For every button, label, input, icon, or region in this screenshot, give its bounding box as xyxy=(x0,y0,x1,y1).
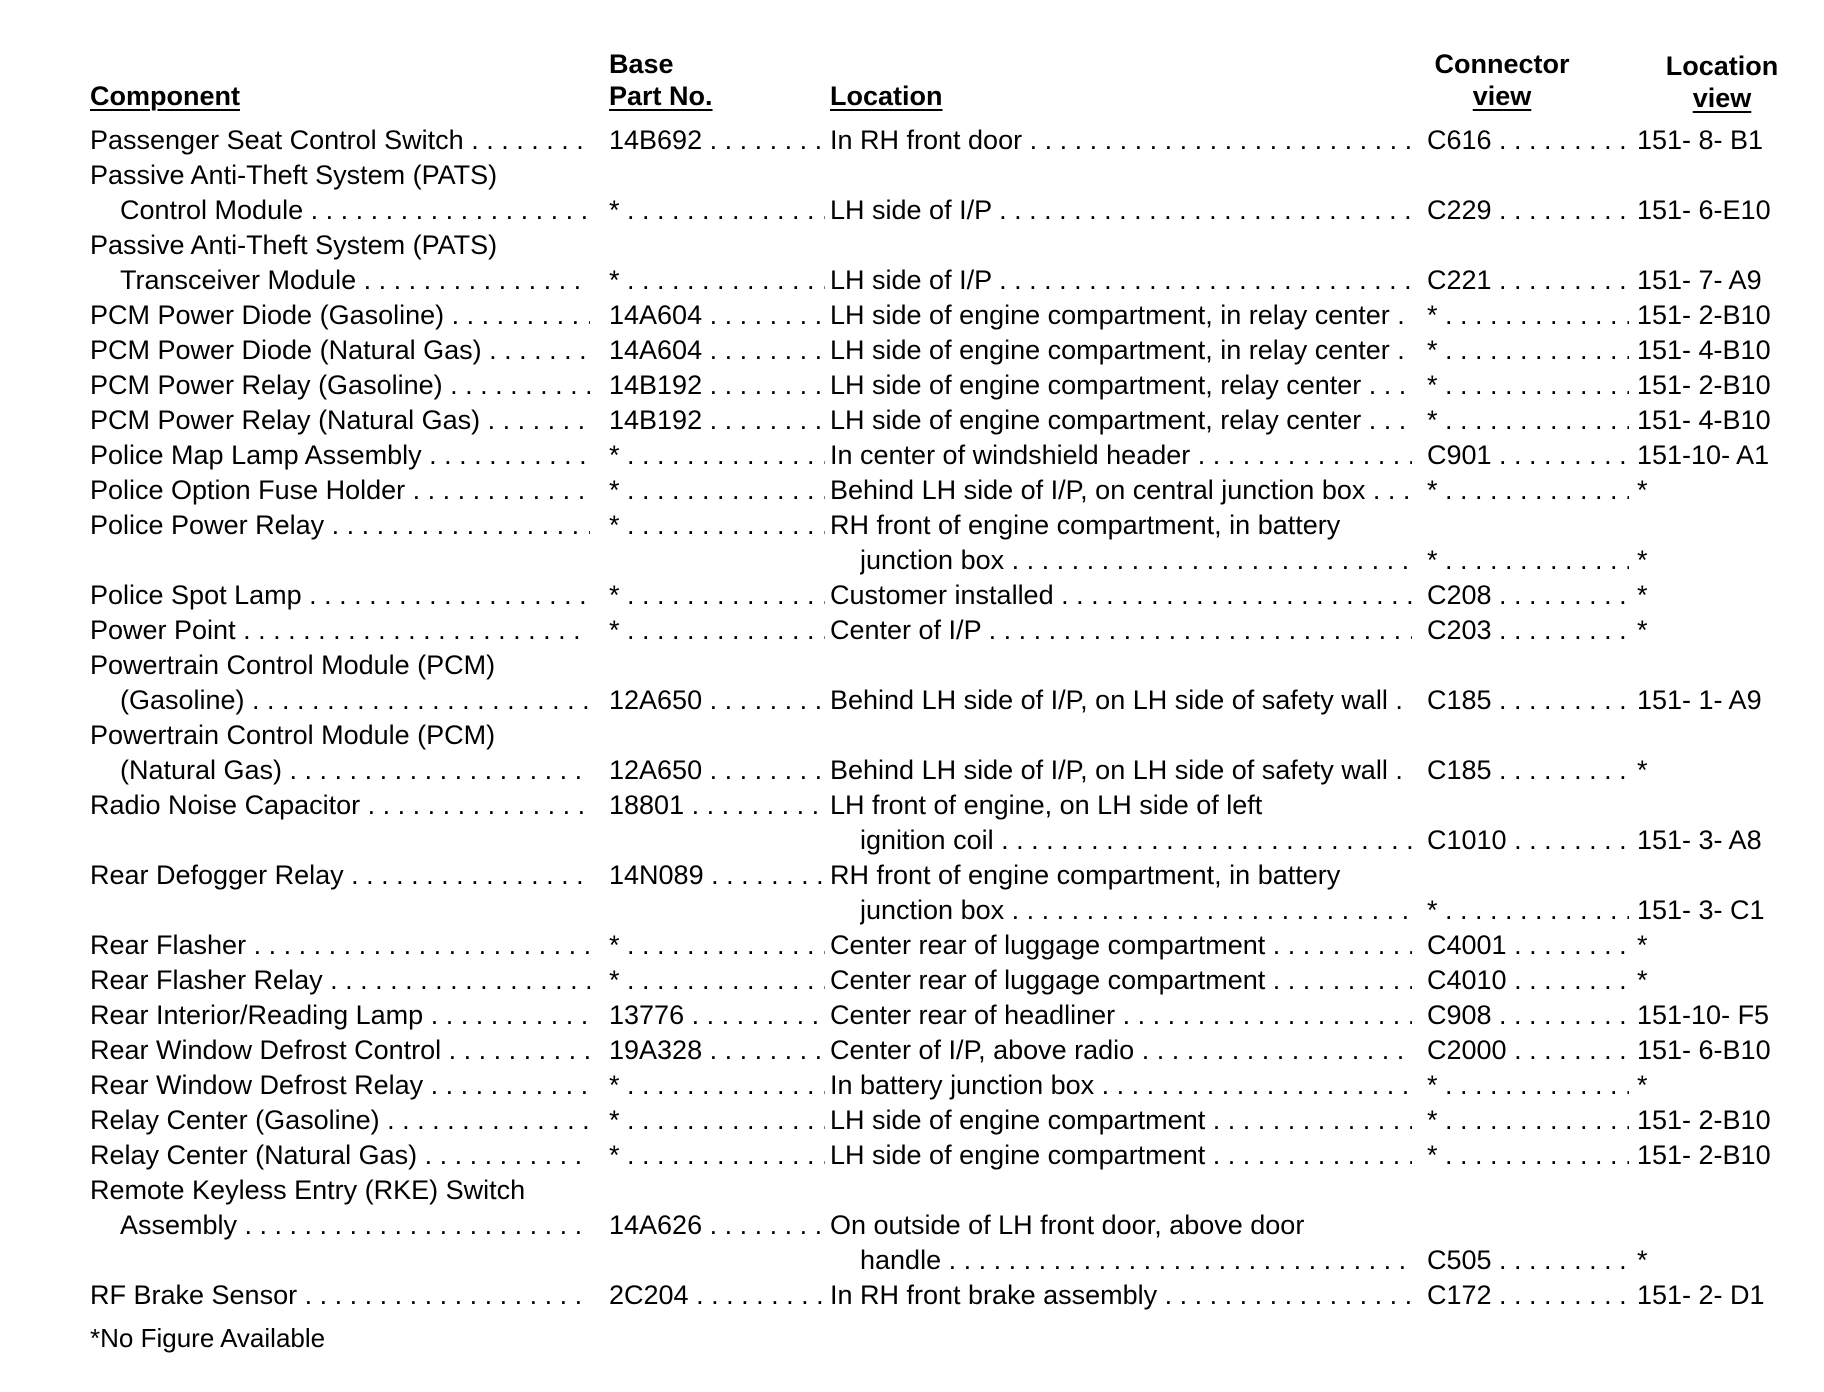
part-text: 14B692 . . . xyxy=(609,125,825,155)
connector-text: * . . . xyxy=(1427,1070,1629,1100)
cell-connector xyxy=(1427,403,1629,438)
location-text: LH side of engine compartment . . . xyxy=(830,1140,1412,1170)
locview-text: * xyxy=(1637,580,1648,610)
cell-component xyxy=(90,403,590,438)
locview-text: 151- 2-B10 xyxy=(1637,300,1771,330)
cell-locview xyxy=(1637,1068,1797,1103)
cell-location xyxy=(830,368,1412,403)
location-text: On outside of LH front door, above door xyxy=(830,1210,1305,1240)
location-text: Behind LH side of I/P, on LH side of safety wall . . . xyxy=(830,755,1412,785)
header-component xyxy=(90,80,240,112)
part-text: 2C204 . . . xyxy=(609,1280,825,1310)
connector-text: C1010 . . . xyxy=(1427,825,1629,855)
locview-text: 151- 2-B10 xyxy=(1637,1140,1771,1170)
part-text: * . . . xyxy=(609,965,825,995)
cell-component xyxy=(90,928,590,963)
cell-part xyxy=(609,473,825,508)
cell-connector xyxy=(1427,438,1629,473)
cell-connector xyxy=(1427,1138,1629,1173)
cell-connector xyxy=(1427,1068,1629,1103)
cell-connector xyxy=(1427,1103,1629,1138)
component-text: PCM Power Relay (Natural Gas) . . . xyxy=(90,405,590,435)
cell-component xyxy=(90,508,590,543)
cell-location xyxy=(830,788,1412,823)
part-text: 14A604 . . . xyxy=(609,300,825,330)
connector-text: C185 . . . xyxy=(1427,685,1629,715)
cell-location xyxy=(830,193,1412,228)
part-text: 18801 . . . xyxy=(609,790,825,820)
connector-text: C901 . . . xyxy=(1427,440,1629,470)
cell-location xyxy=(830,298,1412,333)
cell-part xyxy=(609,193,825,228)
part-text: 13776 . . . xyxy=(609,1000,825,1030)
connector-text: C172 . . . xyxy=(1427,1280,1629,1310)
location-text: In RH front brake assembly . . . xyxy=(830,1280,1412,1310)
cell-locview xyxy=(1637,333,1797,368)
cell-component xyxy=(90,1068,590,1103)
cell-connector xyxy=(1427,263,1629,298)
component-text: Police Spot Lamp . . . xyxy=(90,580,590,610)
header-location-view xyxy=(1652,50,1792,114)
connector-text: C229 . . . xyxy=(1427,195,1629,225)
cell-component xyxy=(90,123,590,158)
cell-connector xyxy=(1427,928,1629,963)
cell-locview xyxy=(1637,1278,1797,1313)
cell-location xyxy=(860,543,1412,578)
part-text: * . . . xyxy=(609,475,825,505)
part-text: 14N089 . . . xyxy=(609,860,825,890)
connector-text: C4001 . . . xyxy=(1427,930,1629,960)
locview-text: 151-10- F5 xyxy=(1637,1000,1770,1030)
cell-connector xyxy=(1427,543,1629,578)
cell-locview xyxy=(1637,473,1797,508)
component-text: PCM Power Relay (Gasoline) . . . xyxy=(90,370,590,400)
cell-component xyxy=(90,333,590,368)
cell-location xyxy=(830,1033,1412,1068)
cell-part xyxy=(609,403,825,438)
location-text: Center rear of headliner . . . xyxy=(830,1000,1412,1030)
part-text: * . . . xyxy=(609,1105,825,1135)
cell-location xyxy=(830,333,1412,368)
locview-text: 151- 4-B10 xyxy=(1637,335,1771,365)
connector-text: * . . . xyxy=(1427,475,1629,505)
header-part-bottom: Part No. xyxy=(609,81,713,111)
cell-location xyxy=(860,1243,1412,1278)
cell-connector xyxy=(1427,1243,1629,1278)
connector-text: C2000 . . . xyxy=(1427,1035,1629,1065)
location-text: LH side of engine compartment . . . xyxy=(830,1105,1412,1135)
cell-component xyxy=(90,1173,590,1208)
component-text: Control Module . . . xyxy=(120,195,590,225)
location-text: LH side of engine compartment, relay center . . . xyxy=(830,370,1412,400)
cell-part xyxy=(609,1278,825,1313)
locview-text: 151- 2-B10 xyxy=(1637,1105,1771,1135)
location-text: ignition coil . . . xyxy=(860,825,1412,855)
cell-part xyxy=(609,1068,825,1103)
part-text: * . . . xyxy=(609,265,825,295)
cell-component xyxy=(90,1278,590,1313)
cell-location xyxy=(830,1103,1412,1138)
cell-location xyxy=(830,578,1412,613)
component-text: PCM Power Diode (Natural Gas) . . . xyxy=(90,335,590,365)
cell-location xyxy=(830,928,1412,963)
cell-location xyxy=(830,963,1412,998)
component-text: Rear Interior/Reading Lamp . . . xyxy=(90,1000,590,1030)
cell-connector xyxy=(1427,683,1629,718)
cell-location xyxy=(830,508,1412,543)
cell-part xyxy=(609,368,825,403)
cell-location xyxy=(830,753,1412,788)
cell-locview xyxy=(1637,998,1797,1033)
cell-part xyxy=(609,928,825,963)
connector-text: * . . . xyxy=(1427,370,1629,400)
cell-part xyxy=(609,333,825,368)
cell-location xyxy=(830,683,1412,718)
location-text: In RH front door . . . xyxy=(830,125,1412,155)
cell-locview xyxy=(1637,1033,1797,1068)
part-text: 12A650 . . . xyxy=(609,755,825,785)
cell-location xyxy=(830,1138,1412,1173)
cell-component xyxy=(90,228,590,263)
cell-component xyxy=(90,998,590,1033)
cell-component xyxy=(90,578,590,613)
cell-connector xyxy=(1427,893,1629,928)
cell-locview xyxy=(1637,823,1797,858)
location-text: handle . . . xyxy=(860,1245,1412,1275)
locview-text: * xyxy=(1637,965,1648,995)
locview-text: * xyxy=(1637,475,1648,505)
cell-locview xyxy=(1637,298,1797,333)
cell-part xyxy=(609,963,825,998)
cell-part xyxy=(609,298,825,333)
cell-component xyxy=(120,193,590,228)
connector-text: C203 . . . xyxy=(1427,615,1629,645)
cell-locview xyxy=(1637,543,1797,578)
cell-location xyxy=(830,1278,1412,1313)
part-text: * . . . xyxy=(609,1070,825,1100)
locview-text: 151-10- A1 xyxy=(1637,440,1770,470)
cell-location xyxy=(830,438,1412,473)
cell-part xyxy=(609,753,825,788)
cell-part xyxy=(609,788,825,823)
part-text: * . . . xyxy=(609,195,825,225)
cell-connector xyxy=(1427,753,1629,788)
header-part-top: Base xyxy=(609,49,674,79)
component-text: Rear Window Defrost Relay . . . xyxy=(90,1070,590,1100)
cell-component xyxy=(90,158,590,193)
cell-part xyxy=(609,683,825,718)
cell-locview xyxy=(1637,1103,1797,1138)
location-text: Center rear of luggage compartment . . . xyxy=(830,930,1412,960)
cell-locview xyxy=(1637,193,1797,228)
location-text: In battery junction box . . . xyxy=(830,1070,1412,1100)
cell-component xyxy=(90,438,590,473)
cell-part xyxy=(609,858,825,893)
connector-text: C221 . . . xyxy=(1427,265,1629,295)
connector-text: C185 . . . xyxy=(1427,755,1629,785)
header-locview-bottom: view xyxy=(1692,83,1752,113)
component-text: Power Point . . . xyxy=(90,615,590,645)
cell-connector xyxy=(1427,1033,1629,1068)
cell-part xyxy=(609,123,825,158)
cell-location xyxy=(830,1068,1412,1103)
footnote: *No Figure Available xyxy=(90,1323,326,1353)
header-component-label: Component xyxy=(90,81,240,111)
component-text: Rear Window Defrost Control . . . xyxy=(90,1035,590,1065)
header-connector-bottom: view xyxy=(1472,81,1532,111)
cell-component xyxy=(120,683,590,718)
cell-component xyxy=(90,473,590,508)
locview-text: 151- 6-B10 xyxy=(1637,1035,1771,1065)
component-text: Rear Flasher . . . xyxy=(90,930,590,960)
component-text: Relay Center (Natural Gas) . . . xyxy=(90,1140,590,1170)
location-text: LH front of engine, on LH side of left xyxy=(830,790,1263,820)
cell-location xyxy=(830,263,1412,298)
locview-text: * xyxy=(1637,755,1648,785)
location-text: junction box . . . xyxy=(860,895,1412,925)
cell-location xyxy=(830,403,1412,438)
locview-text: * xyxy=(1637,1070,1648,1100)
cell-location xyxy=(860,823,1412,858)
cell-part xyxy=(609,263,825,298)
cell-component xyxy=(90,858,590,893)
cell-component xyxy=(120,753,590,788)
cell-connector xyxy=(1427,473,1629,508)
locview-text: 151- 3- A8 xyxy=(1637,825,1762,855)
cell-locview xyxy=(1637,753,1797,788)
header-connector-top: Connector xyxy=(1434,49,1570,79)
cell-component xyxy=(90,648,590,683)
cell-locview xyxy=(1637,578,1797,613)
part-text: * . . . xyxy=(609,580,825,610)
cell-locview xyxy=(1637,438,1797,473)
cell-locview xyxy=(1637,1138,1797,1173)
locview-text: 151- 3- C1 xyxy=(1637,895,1765,925)
component-text: Passive Anti-Theft System (PATS) xyxy=(90,230,498,260)
connector-text: * . . . xyxy=(1427,1105,1629,1135)
cell-locview xyxy=(1637,893,1797,928)
cell-connector xyxy=(1427,963,1629,998)
connector-text: C4010 . . . xyxy=(1427,965,1629,995)
component-text: RF Brake Sensor . . . xyxy=(90,1280,590,1310)
location-text: LH side of I/P . . . xyxy=(830,265,1412,295)
component-text: Rear Defogger Relay . . . xyxy=(90,860,590,890)
cell-part xyxy=(609,508,825,543)
locview-text: * xyxy=(1637,1245,1648,1275)
part-text: 14A626 . . . xyxy=(609,1210,825,1240)
cell-connector xyxy=(1427,998,1629,1033)
component-text: Powertrain Control Module (PCM) xyxy=(90,720,496,750)
cell-location xyxy=(830,473,1412,508)
component-text: Police Option Fuse Holder . . . xyxy=(90,475,590,505)
cell-connector xyxy=(1427,193,1629,228)
cell-locview xyxy=(1637,928,1797,963)
header-part-no xyxy=(609,48,713,112)
cell-location xyxy=(830,613,1412,648)
cell-locview xyxy=(1637,123,1797,158)
location-text: Center rear of luggage compartment . . . xyxy=(830,965,1412,995)
cell-component xyxy=(90,368,590,403)
location-text: Customer installed . . . xyxy=(830,580,1412,610)
locview-text: 151- 1- A9 xyxy=(1637,685,1762,715)
cell-connector xyxy=(1427,333,1629,368)
component-text: Assembly . . . xyxy=(120,1210,590,1240)
cell-part xyxy=(609,438,825,473)
cell-component xyxy=(90,1103,590,1138)
location-text: Behind LH side of I/P, on central junction box . . . xyxy=(830,475,1412,505)
connector-text: * . . . xyxy=(1427,1140,1629,1170)
part-text: 14B192 . . . xyxy=(609,370,825,400)
cell-component xyxy=(90,718,590,753)
location-text: LH side of engine compartment, relay center . . . xyxy=(830,405,1412,435)
part-text: * . . . xyxy=(609,440,825,470)
component-text: (Natural Gas) . . . xyxy=(120,755,590,785)
component-text: PCM Power Diode (Gasoline) . . . xyxy=(90,300,590,330)
cell-component xyxy=(120,1208,590,1243)
locview-text: 151- 6-E10 xyxy=(1637,195,1771,225)
component-text: Transceiver Module . . . xyxy=(120,265,590,295)
location-text: Center of I/P, above radio . . . xyxy=(830,1035,1412,1065)
connector-text: C616 . . . xyxy=(1427,125,1629,155)
cell-component xyxy=(90,1033,590,1068)
locview-text: 151- 4-B10 xyxy=(1637,405,1771,435)
part-text: * . . . xyxy=(609,615,825,645)
cell-part xyxy=(609,1033,825,1068)
locview-text: 151- 2- D1 xyxy=(1637,1280,1765,1310)
cell-component xyxy=(90,1138,590,1173)
cell-location xyxy=(830,858,1412,893)
location-text: LH side of engine compartment, in relay center . . . xyxy=(830,300,1412,330)
cell-location xyxy=(830,998,1412,1033)
connector-text: * . . . xyxy=(1427,300,1629,330)
component-text: Police Map Lamp Assembly . . . xyxy=(90,440,590,470)
connector-text: * . . . xyxy=(1427,545,1629,575)
component-text: (Gasoline) . . . xyxy=(120,685,590,715)
cell-connector xyxy=(1427,368,1629,403)
header-location xyxy=(830,80,943,112)
cell-locview xyxy=(1637,613,1797,648)
cell-locview xyxy=(1637,1243,1797,1278)
part-text: 12A650 . . . xyxy=(609,685,825,715)
component-text: Passenger Seat Control Switch . . . xyxy=(90,125,590,155)
component-text: Powertrain Control Module (PCM) xyxy=(90,650,496,680)
component-text: Relay Center (Gasoline) . . . xyxy=(90,1105,590,1135)
part-text: 14A604 . . . xyxy=(609,335,825,365)
locview-text: 151- 8- B1 xyxy=(1637,125,1764,155)
cell-connector xyxy=(1427,1278,1629,1313)
component-text: Police Power Relay . . . xyxy=(90,510,590,540)
cell-part xyxy=(609,998,825,1033)
part-text: * . . . xyxy=(609,930,825,960)
location-text: Behind LH side of I/P, on LH side of safety wall . . . xyxy=(830,685,1412,715)
location-text: Center of I/P . . . xyxy=(830,615,1412,645)
component-text: Radio Noise Capacitor . . . xyxy=(90,790,590,820)
part-text: * . . . xyxy=(609,1140,825,1170)
locview-text: * xyxy=(1637,930,1648,960)
cell-location xyxy=(830,1208,1412,1243)
cell-locview xyxy=(1637,403,1797,438)
cell-part xyxy=(609,578,825,613)
connector-text: C505 . . . xyxy=(1427,1245,1629,1275)
cell-location xyxy=(860,893,1412,928)
location-text: LH side of engine compartment, in relay center . . . xyxy=(830,335,1412,365)
cell-part xyxy=(609,1208,825,1243)
cell-component xyxy=(90,613,590,648)
cell-connector xyxy=(1427,823,1629,858)
connector-text: C208 . . . xyxy=(1427,580,1629,610)
cell-component xyxy=(90,298,590,333)
location-text: RH front of engine compartment, in battery xyxy=(830,510,1341,540)
location-text: In center of windshield header . . . xyxy=(830,440,1412,470)
header-connector-view xyxy=(1432,48,1572,112)
cell-part xyxy=(609,613,825,648)
cell-component xyxy=(120,263,590,298)
locview-text: 151- 2-B10 xyxy=(1637,370,1771,400)
component-text: Passive Anti-Theft System (PATS) xyxy=(90,160,498,190)
cell-connector xyxy=(1427,298,1629,333)
location-text: LH side of I/P . . . xyxy=(830,195,1412,225)
cell-connector xyxy=(1427,123,1629,158)
connector-text: * . . . xyxy=(1427,895,1629,925)
cell-locview xyxy=(1637,963,1797,998)
cell-locview xyxy=(1637,683,1797,718)
cell-locview xyxy=(1637,263,1797,298)
part-text: 19A328 . . . xyxy=(609,1035,825,1065)
header-location-label: Location xyxy=(830,81,943,111)
cell-connector xyxy=(1427,578,1629,613)
cell-component xyxy=(90,963,590,998)
cell-location xyxy=(830,123,1412,158)
connector-text: * . . . xyxy=(1427,335,1629,365)
locview-text: 151- 7- A9 xyxy=(1637,265,1762,295)
cell-part xyxy=(609,1138,825,1173)
part-text: 14B192 . . . xyxy=(609,405,825,435)
cell-locview xyxy=(1637,368,1797,403)
cell-component xyxy=(90,788,590,823)
part-text: * . . . xyxy=(609,510,825,540)
component-text: Rear Flasher Relay . . . xyxy=(90,965,590,995)
locview-text: * xyxy=(1637,615,1648,645)
cell-part xyxy=(609,1103,825,1138)
location-text: RH front of engine compartment, in battery xyxy=(830,860,1341,890)
connector-text: * . . . xyxy=(1427,405,1629,435)
cell-connector xyxy=(1427,613,1629,648)
location-text: junction box . . . xyxy=(860,545,1412,575)
connector-text: C908 . . . xyxy=(1427,1000,1629,1030)
locview-text: * xyxy=(1637,545,1648,575)
header-locview-top: Location xyxy=(1665,51,1779,81)
component-text: Remote Keyless Entry (RKE) Switch xyxy=(90,1175,526,1205)
